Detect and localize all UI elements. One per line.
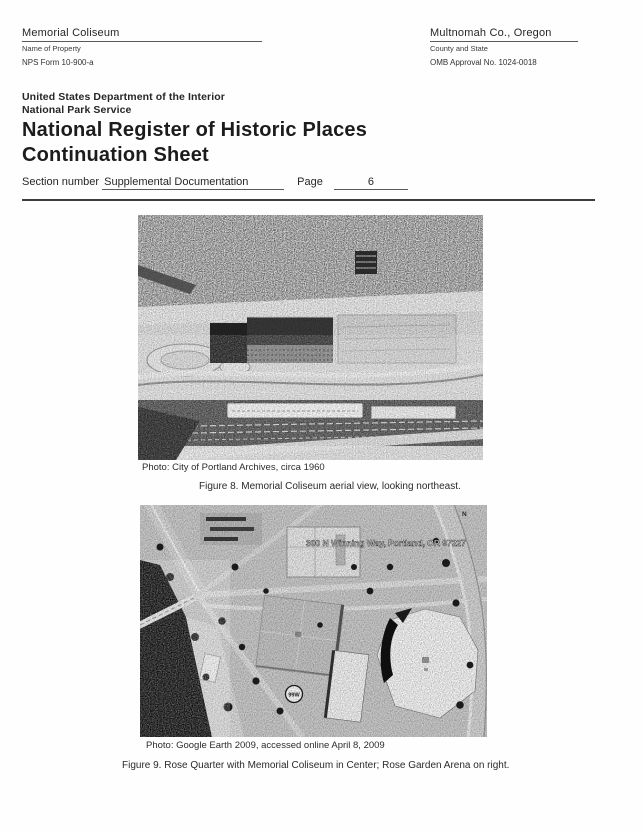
property-name: Memorial Coliseum: [22, 27, 262, 42]
figure9-photo-credit: Photo: Google Earth 2009, accessed online April 8, 2009: [146, 740, 385, 751]
address-overlay-label: 300 N Winning Way, Portland, OR 97227: [305, 538, 467, 548]
omb-approval-number: OMB Approval No. 1024-0018: [430, 58, 537, 67]
figure9-aerial-photo: [140, 505, 487, 737]
figure8-caption: Figure 8. Memorial Coliseum aerial view, looking northeast.: [199, 481, 461, 492]
figure8-aerial-photo: [138, 215, 483, 460]
agency-line-2: National Park Service: [22, 104, 132, 116]
agency-line-1: United States Department of the Interior: [22, 91, 225, 103]
county-state: Multnomah Co., Oregon: [430, 27, 578, 42]
figure9-caption: Figure 9. Rose Quarter with Memorial Coliseum in Center; Rose Garden Arena on right.: [122, 760, 510, 771]
svg-text:99W: 99W: [288, 692, 300, 699]
page-label: Page: [297, 176, 323, 188]
figure8-photo-credit: Photo: City of Portland Archives, circa 1960: [142, 462, 325, 473]
page-number-value: 6: [334, 176, 408, 190]
section-number-label: Section number: [22, 176, 100, 188]
property-name-label: Name of Property: [22, 44, 81, 53]
page-title-line-2: Continuation Sheet: [22, 144, 209, 166]
section-number-row: [22, 176, 408, 190]
section-number-value: Supplemental Documentation: [102, 176, 284, 190]
page-title-line-1: National Register of Historic Places: [22, 119, 368, 141]
nps-form-number: NPS Form 10-900-a: [22, 58, 94, 67]
header-divider-rule: [22, 199, 595, 201]
county-state-label: County and State: [430, 44, 488, 53]
north-marker: N: [462, 511, 467, 518]
